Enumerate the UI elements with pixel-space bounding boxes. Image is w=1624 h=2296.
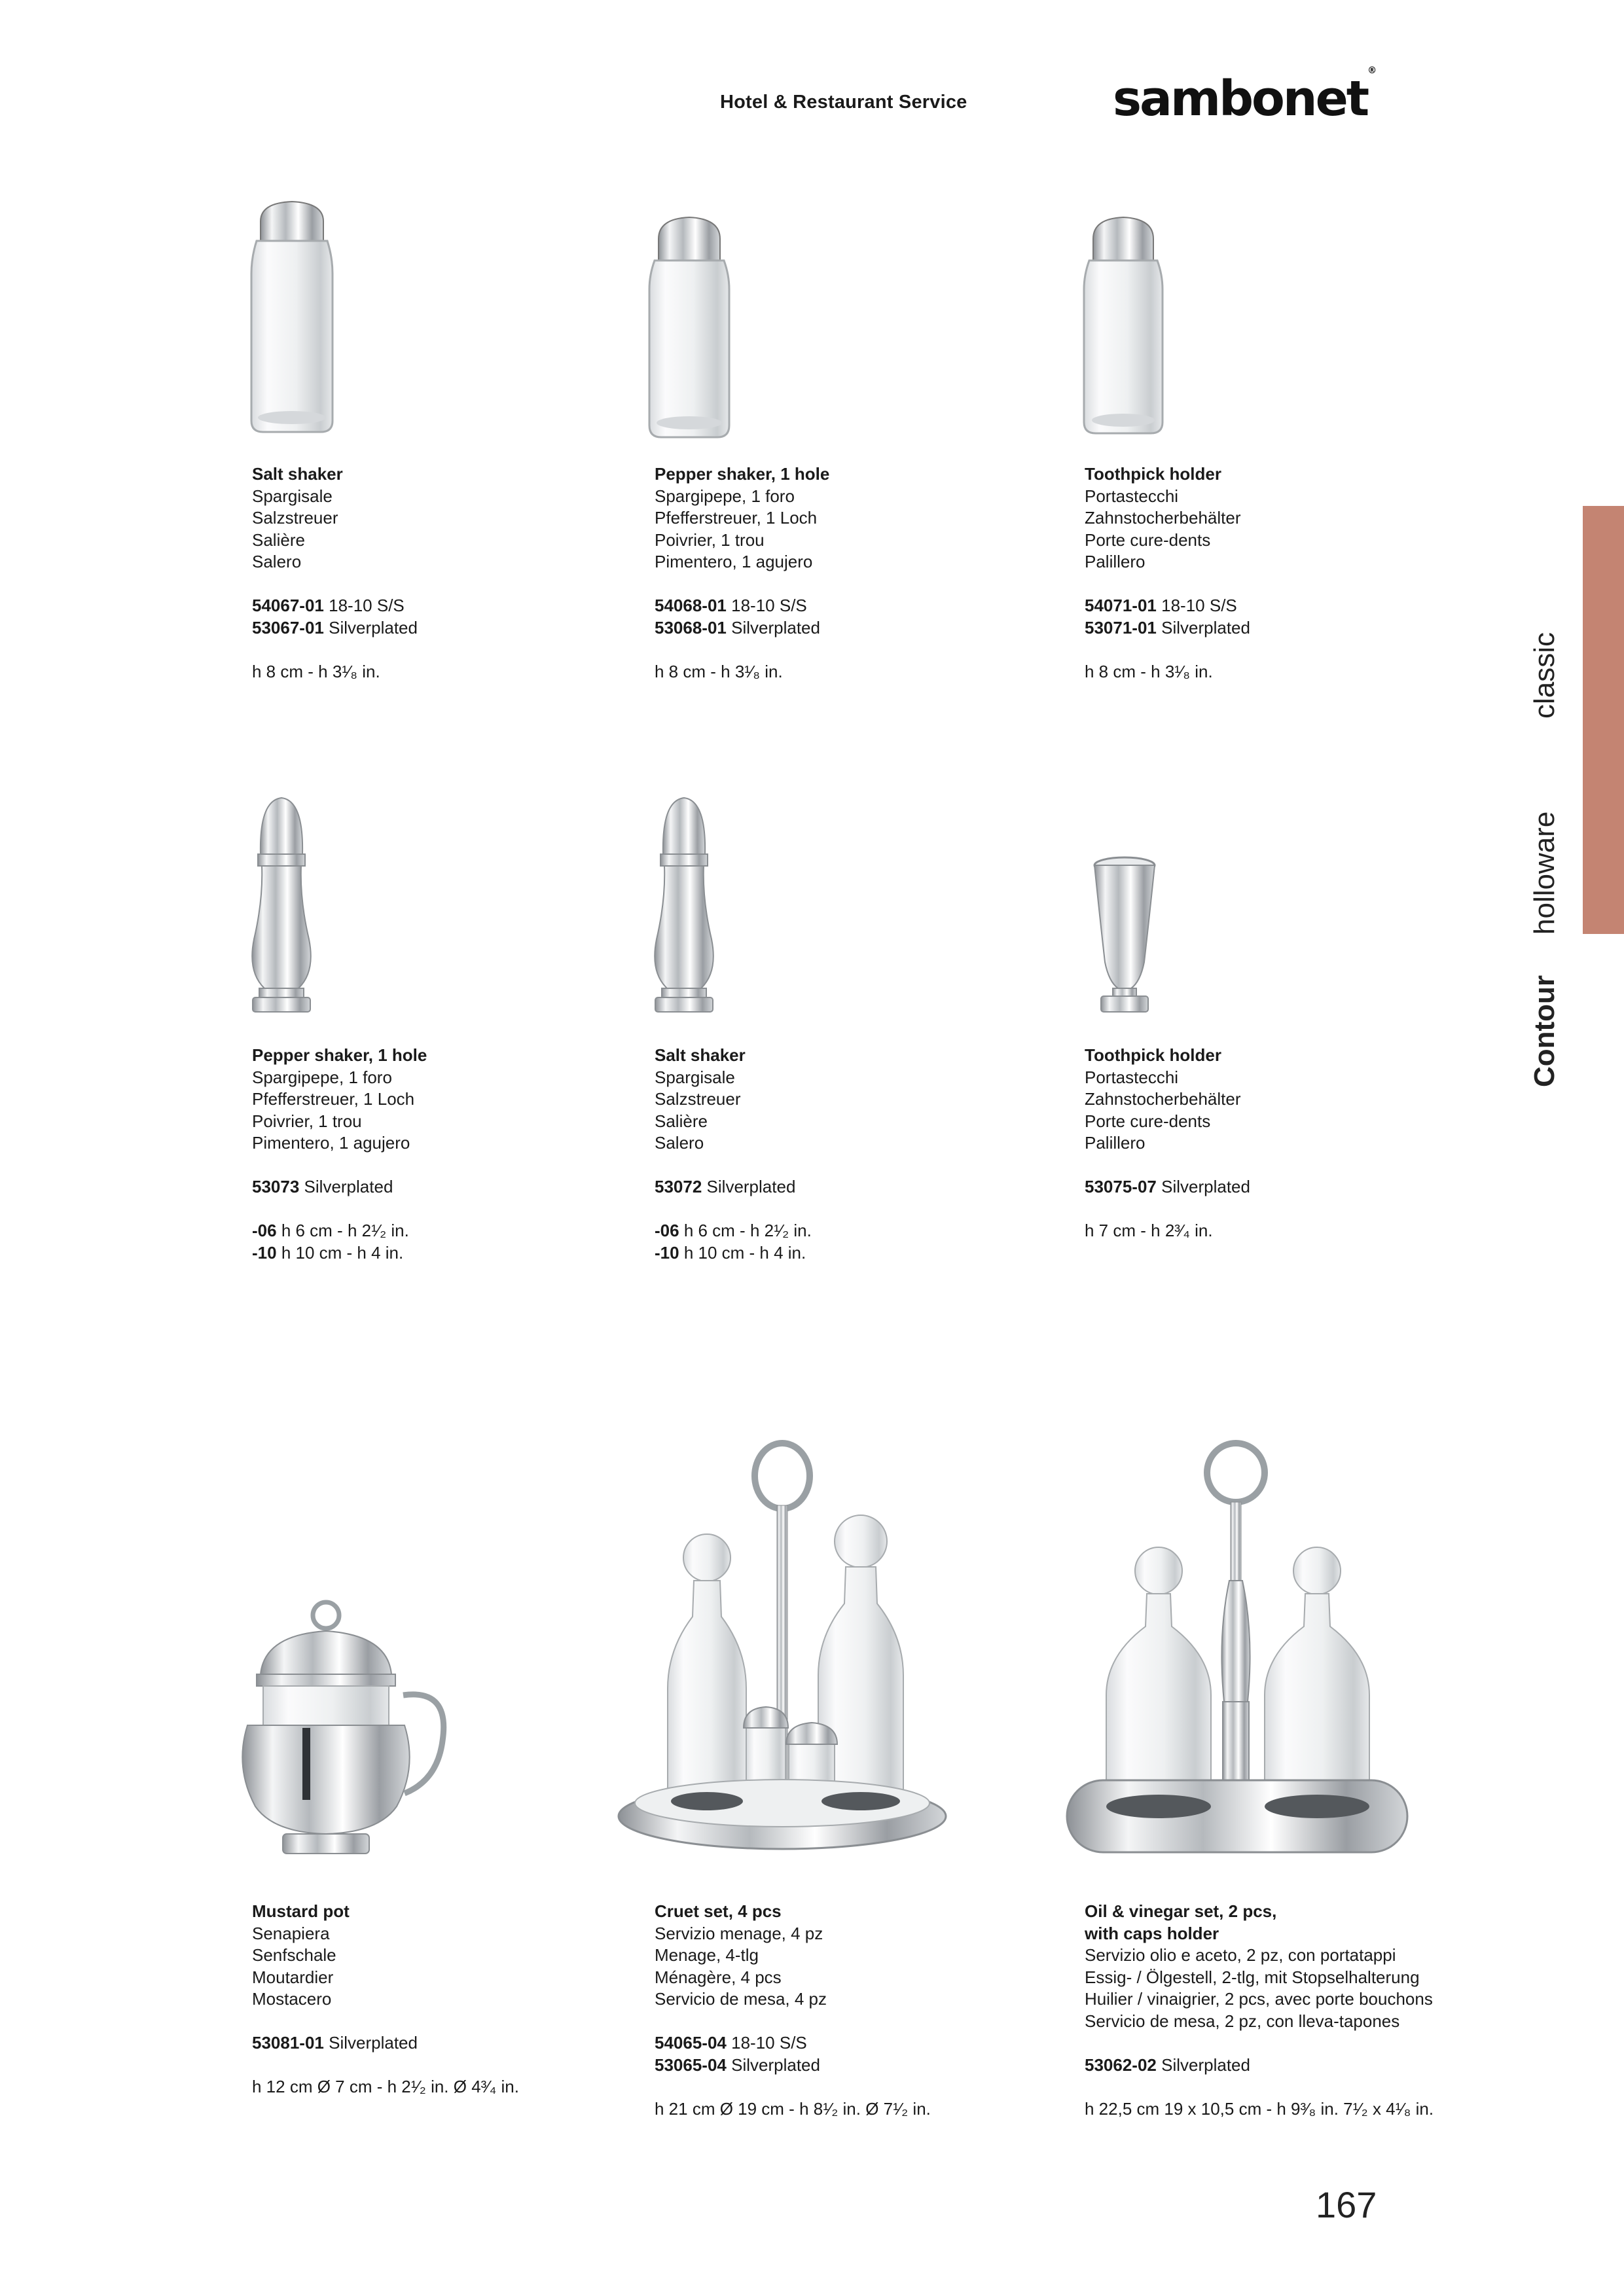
product-size-line — [655, 1242, 812, 1265]
product-code: 53068-01 — [655, 617, 727, 637]
product-name-de: Pfefferstreuer, 1 Loch — [252, 1089, 415, 1109]
product-title: Toothpick holder — [1085, 464, 1221, 484]
product-name-de: Salzstreuer — [252, 508, 338, 528]
product-size: h 10 cm - h 4 in. — [683, 1242, 806, 1263]
header-tagline: Hotel & Restaurant Service — [720, 92, 967, 113]
product-name-it: Servizio menage, 4 pz — [655, 1923, 823, 1943]
product-code-line — [252, 595, 418, 617]
product-name-es: Salero — [655, 1133, 704, 1153]
product-finish: 18-10 S/S — [329, 596, 405, 615]
product-name-it: Servizio olio e aceto, 2 pz, con portatappi — [1085, 1945, 1396, 1965]
product-finish: Silverplated — [731, 2054, 820, 2075]
product-size: h 8 cm - h 3¹⁄₈ in. — [1085, 661, 1213, 681]
product-code-line — [655, 2054, 931, 2077]
product-code-line — [1085, 617, 1250, 639]
product-code-line — [1085, 2054, 1434, 2077]
salt-shaker-silver-image — [638, 789, 730, 1024]
product-size: h 6 cm - h 2¹⁄₂ in. — [281, 1221, 409, 1240]
product-code: 54068-01 — [655, 596, 727, 615]
oil-vinegar-set-image — [1060, 1440, 1414, 1865]
product-code-line — [655, 617, 829, 639]
product-code-line — [655, 1176, 812, 1198]
cruet-set-image — [609, 1440, 956, 1865]
product-title: Cruet set, 4 pcs — [655, 1901, 782, 1921]
side-label-classic: classic — [1528, 632, 1561, 719]
product-code: 53075-07 — [1085, 1177, 1157, 1196]
product-size: h 12 cm Ø 7 cm - h 2¹⁄₂ in. Ø 4³⁄₄ in. — [252, 2077, 519, 2096]
product-name-fr: Poivrier, 1 trou — [252, 1111, 362, 1131]
product-finish: Silverplated — [329, 617, 418, 637]
product-name-fr: Poivrier, 1 trou — [655, 529, 765, 550]
product-finish: Silverplated — [706, 1177, 796, 1196]
product-title: Mustard pot — [252, 1901, 350, 1921]
product-code-line — [252, 617, 418, 639]
product-title: Salt shaker — [252, 464, 343, 484]
product-name-de: Salzstreuer — [655, 1089, 741, 1109]
product-finish: Silverplated — [329, 2033, 418, 2053]
product-size-line — [655, 1220, 812, 1242]
product-oil-vinegar-set — [1085, 1901, 1434, 2120]
product-title: Oil & vinegar set, 2 pcs, — [1085, 1901, 1277, 1921]
size-code: -10 — [252, 1242, 277, 1263]
product-code: 54065-04 — [655, 2033, 727, 2053]
product-toothpick-holder-silver — [1085, 1045, 1250, 1242]
product-name-es: Palillero — [1085, 552, 1146, 571]
product-title: Pepper shaker, 1 hole — [252, 1045, 427, 1065]
product-code: 53067-01 — [252, 617, 324, 637]
product-code: 53071-01 — [1085, 617, 1157, 637]
product-title-line-2: with caps holder — [1085, 1923, 1219, 1943]
product-code: 53081-01 — [252, 2033, 324, 2053]
product-name-fr: Porte cure-dents — [1085, 529, 1211, 550]
toothpick-holder-glass-image — [1071, 209, 1176, 442]
product-name-de: Essig- / Ölgestell, 2-tlg, mit Stopselhalterung — [1085, 1967, 1420, 1987]
product-pepper-shaker-silver — [252, 1045, 427, 1264]
mustard-pot-image — [234, 1597, 463, 1872]
product-finish: Silverplated — [731, 617, 820, 637]
product-code-line — [655, 2032, 931, 2054]
product-code-line — [252, 1176, 427, 1198]
product-name-fr: Huilier / vinaigrier, 2 pcs, avec porte bouchons — [1085, 1989, 1433, 2009]
product-name-es: Mostacero — [252, 1989, 332, 2009]
product-finish: Silverplated — [1161, 2054, 1250, 2075]
product-code: 54071-01 — [1085, 596, 1157, 615]
product-code: 54067-01 — [252, 596, 324, 615]
product-salt-shaker-silver — [655, 1045, 812, 1264]
brand-logo — [1113, 65, 1377, 127]
product-size: h 8 cm - h 3¹⁄₈ in. — [655, 661, 783, 681]
size-code: -06 — [252, 1221, 277, 1240]
product-code: 53073 — [252, 1177, 300, 1196]
product-name-es: Salero — [252, 552, 302, 571]
product-mustard-pot — [252, 1901, 519, 2098]
product-name-de: Senfschale — [252, 1945, 336, 1965]
product-name-es: Servicio de mesa, 4 pz — [655, 1989, 827, 2009]
product-name-de: Pfefferstreuer, 1 Loch — [655, 508, 818, 528]
product-size: h 7 cm - h 2³⁄₄ in. — [1085, 1221, 1213, 1240]
product-name-fr: Moutardier — [252, 1967, 334, 1987]
product-name-it: Portastecchi — [1085, 1067, 1179, 1087]
product-finish: Silverplated — [1161, 617, 1250, 637]
toothpick-holder-silver-image — [1079, 851, 1170, 1024]
product-finish: 18-10 S/S — [1161, 596, 1237, 615]
product-size: h 21 cm Ø 19 cm - h 8¹⁄₂ in. Ø 7¹⁄₂ in. — [655, 2098, 931, 2119]
page-number: 167 — [1316, 2184, 1377, 2225]
product-name-fr: Ménagère, 4 pcs — [655, 1967, 782, 1987]
product-name-de: Zahnstocherbehälter — [1085, 508, 1241, 528]
product-title: Salt shaker — [655, 1045, 746, 1065]
product-code: 53065-04 — [655, 2054, 727, 2075]
product-name-es: Palillero — [1085, 1133, 1146, 1153]
product-finish: 18-10 S/S — [731, 2033, 807, 2053]
side-label-contour: Contour — [1528, 975, 1561, 1087]
product-name-de: Zahnstocherbehälter — [1085, 1089, 1241, 1109]
product-code: 53072 — [655, 1177, 702, 1196]
size-code: -06 — [655, 1221, 679, 1240]
product-name-fr: Salière — [655, 1111, 708, 1131]
product-pepper-shaker-glass — [655, 463, 829, 683]
product-name-it: Spargisale — [655, 1067, 735, 1087]
product-size-line — [252, 1220, 427, 1242]
product-name-it: Senapiera — [252, 1923, 330, 1943]
product-code: 53062-02 — [1085, 2054, 1157, 2075]
product-size: h 10 cm - h 4 in. — [281, 1242, 404, 1263]
product-size-line — [252, 1242, 427, 1265]
salt-shaker-glass-image — [234, 195, 352, 440]
product-name-fr: Salière — [252, 529, 305, 550]
product-name-es: Pimentero, 1 agujero — [252, 1133, 410, 1153]
product-title: Pepper shaker, 1 hole — [655, 464, 830, 484]
product-size: h 8 cm - h 3¹⁄₈ in. — [252, 661, 380, 681]
product-finish: 18-10 S/S — [731, 596, 807, 615]
product-name-it: Spargisale — [252, 486, 333, 506]
product-name-it: Portastecchi — [1085, 486, 1179, 506]
size-code: -10 — [655, 1242, 679, 1263]
product-toothpick-holder-glass — [1085, 463, 1250, 683]
product-cruet-set — [655, 1901, 931, 2120]
product-code-line — [1085, 595, 1250, 617]
product-finish: Silverplated — [304, 1177, 393, 1196]
product-name-it: Spargipepe, 1 foro — [252, 1067, 392, 1087]
product-size: h 22,5 cm 19 x 10,5 cm - h 9³⁄₈ in. 7¹⁄₂ x 4¹⁄₈ in. — [1085, 2098, 1434, 2119]
pepper-shaker-silver-image — [236, 789, 327, 1024]
brand-name: sambonet — [1113, 71, 1368, 127]
product-title: Toothpick holder — [1085, 1045, 1221, 1065]
product-name-es: Servicio de mesa, 2 pz, con lleva-tapones — [1085, 2011, 1400, 2031]
product-finish: Silverplated — [1161, 1177, 1250, 1196]
pepper-shaker-glass-image — [634, 209, 745, 445]
product-code-line — [1085, 1176, 1250, 1198]
product-name-es: Pimentero, 1 agujero — [655, 552, 813, 571]
product-size: h 6 cm - h 2¹⁄₂ in. — [683, 1221, 812, 1240]
product-name-de: Menage, 4-tlg — [655, 1945, 759, 1965]
product-name-fr: Porte cure-dents — [1085, 1111, 1211, 1131]
section-tab — [1583, 506, 1624, 934]
product-code-line — [252, 2032, 519, 2054]
brand-registered-mark: ® — [1367, 65, 1377, 77]
product-code-line — [655, 595, 829, 617]
product-salt-shaker-glass — [252, 463, 418, 683]
side-label-holloware: holloware — [1528, 811, 1561, 935]
product-name-it: Spargipepe, 1 foro — [655, 486, 795, 506]
